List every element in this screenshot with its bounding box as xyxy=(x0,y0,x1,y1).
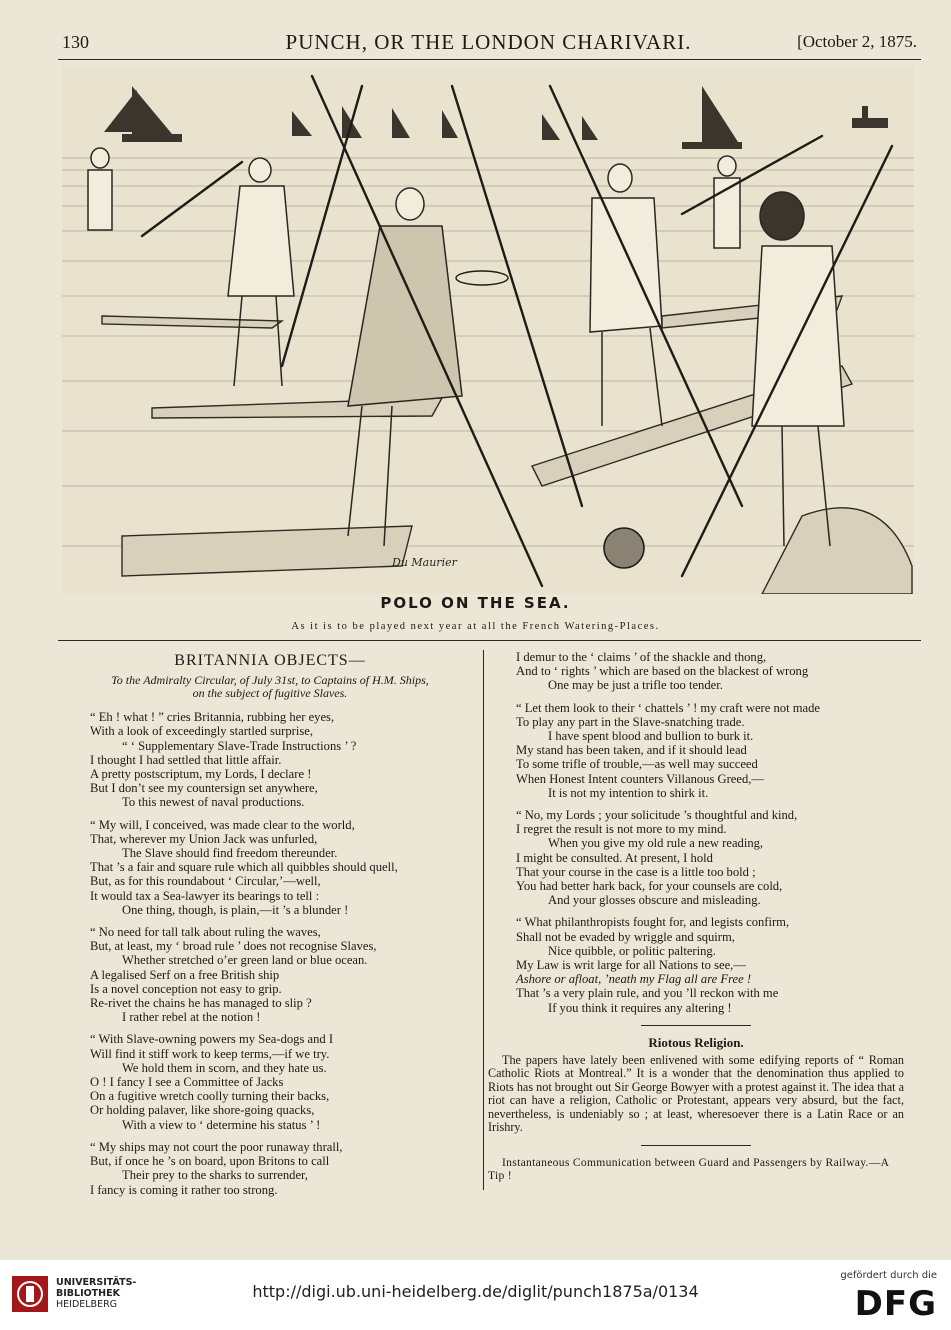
column-divider xyxy=(483,650,484,1190)
poem-line: That ’s a very plain rule, and you ’ll reckon with me xyxy=(516,986,779,1001)
poem-line: That ’s a fair and square rule which all quibbles should quell, xyxy=(90,860,398,875)
dfg-logo: DFG xyxy=(854,1284,937,1324)
poem-line: Re-rivet the chains he has managed to slip ? xyxy=(90,996,312,1011)
poem-stanza xyxy=(488,701,904,800)
poem-line: To some trifle of trouble,—as well may succeed xyxy=(516,757,758,772)
poem-line: O ! I fancy I see a Committee of Jacks xyxy=(90,1075,284,1090)
poem-line: When you give my old rule a new reading, xyxy=(548,836,764,851)
poem-line: I have spent blood and bullion to burk it. xyxy=(548,729,754,744)
poem-line: Will find it stiff work to keep terms,—if we try. xyxy=(90,1046,330,1061)
joke-text: Instantaneous Communication between Guard and Passengers by Railway.—A Tip ! xyxy=(488,1155,889,1182)
poem-line: Is a novel conception not easy to grip. xyxy=(90,981,282,996)
poem-line: A pretty postscriptum, my Lords, I declare ! xyxy=(90,767,312,782)
sponsor-caption: gefördert durch die xyxy=(840,1270,937,1281)
poem-line: It would tax a Sea-lawyer its bearings to tell : xyxy=(90,888,320,903)
artist-signature: Du Maurier xyxy=(392,556,457,569)
article-body: The papers have lately been enlivened with some edifying reports of “ Roman Catholic Riots at Montreal.” It is a wonder that the denomination thus applied to Riots has not brought out Sir George Bowyer with a protest against it. The idea that a riot can have a religion, Catholic or Protestant, appears very absurd, but the fact, nevertheless, is undeniably so ; at least, wheresoever there is a Latin Race or an Irishry. xyxy=(488,1053,904,1135)
illustration-caption-subtitle: As it is to be played next year at all the French Watering-Places. xyxy=(291,621,660,632)
poem-line: “ Eh ! what ! ” cries Britannia, rubbing her eyes, xyxy=(90,710,335,725)
poem-line: “ ‘ Supplementary Slave-Trade Instructions ’ ? xyxy=(122,738,357,753)
poem-stanza xyxy=(488,650,904,693)
poem-line: To play any part in the Slave-snatching trade. xyxy=(516,714,745,729)
page-number: 130 xyxy=(62,32,89,52)
source-url-link[interactable]: http://digi.ub.uni-heidelberg.de/diglit/punch1875a/0134 xyxy=(252,1282,699,1301)
poem-line: But, as for this roundabout ‘ Circular,’—well, xyxy=(90,874,321,889)
poem-line: I thought I had settled that little affair. xyxy=(90,752,282,767)
header-rule xyxy=(58,59,921,60)
poem-line: I fancy is coming it rather too strong. xyxy=(90,1182,278,1197)
poem-stanza xyxy=(62,818,478,917)
poem-subtitle xyxy=(62,674,478,700)
section-rule xyxy=(641,1145,751,1146)
poem-line: And your glosses obscure and misleading. xyxy=(548,893,761,908)
poem-line: My Law is writ large for all Nations to see,— xyxy=(516,958,746,973)
illustration-caption-title: POLO ON THE SEA. xyxy=(380,594,571,612)
engraving-picture xyxy=(62,66,914,594)
poem-stanza xyxy=(488,808,904,907)
poem-line: One may be just a trifle too tender. xyxy=(548,678,723,693)
poem-line: “ No, my Lords ; your solicitude ’s thoughtful and kind, xyxy=(516,808,798,823)
library-name-line: BIBLIOTHEK xyxy=(56,1288,120,1299)
poem-line: Ashore or afloat, ’neath my Flag all are Free ! xyxy=(516,972,752,987)
poem-line: Shall not be evaded by wriggle and squirm, xyxy=(516,929,735,944)
issue-date: [October 2, 1875. xyxy=(797,32,917,51)
left-column xyxy=(62,650,478,1205)
poem-line: “ No need for tall talk about ruling the waves, xyxy=(90,925,321,940)
poem-line: You had better hark back, for your counsels are cold, xyxy=(516,879,783,894)
poem-line: Their prey to the sharks to surrender, xyxy=(122,1168,308,1183)
poem-line: A legalised Serf on a free British ship xyxy=(90,967,280,982)
polo-illustration xyxy=(62,66,914,594)
poem-line: To this newest of naval productions. xyxy=(122,795,305,810)
poem-line: I might be consulted. At present, I hold xyxy=(516,850,713,865)
poem-line: That your course in the case is a little too bold ; xyxy=(516,864,756,879)
poem-line: “ With Slave-owning powers my Sea-dogs and I xyxy=(90,1032,334,1047)
poem-line: Or holding palaver, like shore-going quacks, xyxy=(90,1103,315,1118)
publication-title: PUNCH, OR THE LONDON CHARIVARI. xyxy=(285,30,692,54)
poem-line: I rather rebel at the notion ! xyxy=(122,1010,261,1025)
poem-line: The Slave should find freedom thereunder. xyxy=(122,846,338,861)
poem-line: I regret the result is not more to my mind. xyxy=(516,822,727,837)
poem-line: We hold them in scorn, and they hate us. xyxy=(122,1060,327,1075)
poem-line: One thing, though, is plain,—it ’s a blunder ! xyxy=(122,902,349,917)
digitization-footer xyxy=(0,1260,951,1330)
poem-line: That, wherever my Union Jack was unfurled, xyxy=(90,831,318,846)
poem-line: I demur to the ‘ claims ’ of the shackle and thong, xyxy=(516,650,767,664)
poem-stanza xyxy=(62,1140,478,1197)
section-rule xyxy=(641,1025,751,1026)
poem-line: My stand has been taken, and if it should lead xyxy=(516,743,747,758)
poem-line: But, if once he ’s on board, upon Britons to call xyxy=(90,1154,330,1169)
poem-line: “ Let them look to their ‘ chattels ’ ! my craft were not made xyxy=(516,700,820,715)
poem-subtitle-line: To the Admiralty Circular, of July 31st, to Captains of H.M. Ships, xyxy=(111,673,429,688)
poem-line: And to ‘ rights ’ which are based on the blackest of wrong xyxy=(516,664,809,679)
poem-line: If you think it requires any altering ! xyxy=(548,1000,732,1015)
poem-line: Nice quibble, or politic paltering. xyxy=(548,943,716,958)
poem-line: But I don’t see my countersign set anywhere, xyxy=(90,781,318,796)
library-name-line: UNIVERSITÄTS- xyxy=(56,1277,137,1288)
article-title: Riotous Religion. xyxy=(648,1034,744,1050)
poem-subtitle-line: on the subject of fugitive Slaves. xyxy=(192,686,348,701)
library-name-line: HEIDELBERG xyxy=(56,1299,118,1310)
poem-line: Whether stretched o’er green land or blue ocean. xyxy=(122,953,368,968)
poem-line: When Honest Intent counters Villanous Greed,— xyxy=(516,771,765,786)
poem-line: “ My will, I conceived, was made clear to the world, xyxy=(90,817,355,832)
poem-stanza xyxy=(62,925,478,1024)
poem-line: It is not my intention to shirk it. xyxy=(548,785,709,800)
poem-line: On a fugitive wretch coolly turning their backs, xyxy=(90,1089,330,1104)
poem-line: “ What philanthropists fought for, and legists confirm, xyxy=(516,915,790,930)
poem-stanza xyxy=(62,1032,478,1131)
poem-line: With a view to ‘ determine his status ’ ! xyxy=(122,1117,321,1132)
poem-stanza xyxy=(488,915,904,1014)
poem-line: With a look of exceedingly startled surprise, xyxy=(90,724,313,739)
page-header xyxy=(56,28,921,58)
poem-stanza xyxy=(62,710,478,809)
poem-title: BRITANNIA OBJECTS— xyxy=(174,652,366,669)
caption-rule xyxy=(58,640,921,641)
poem-line: But, at least, my ‘ broad rule ’ does not recognise Slaves, xyxy=(90,939,377,954)
poem-line: “ My ships may not court the poor runaway thrall, xyxy=(90,1139,343,1154)
right-column xyxy=(488,650,904,1182)
